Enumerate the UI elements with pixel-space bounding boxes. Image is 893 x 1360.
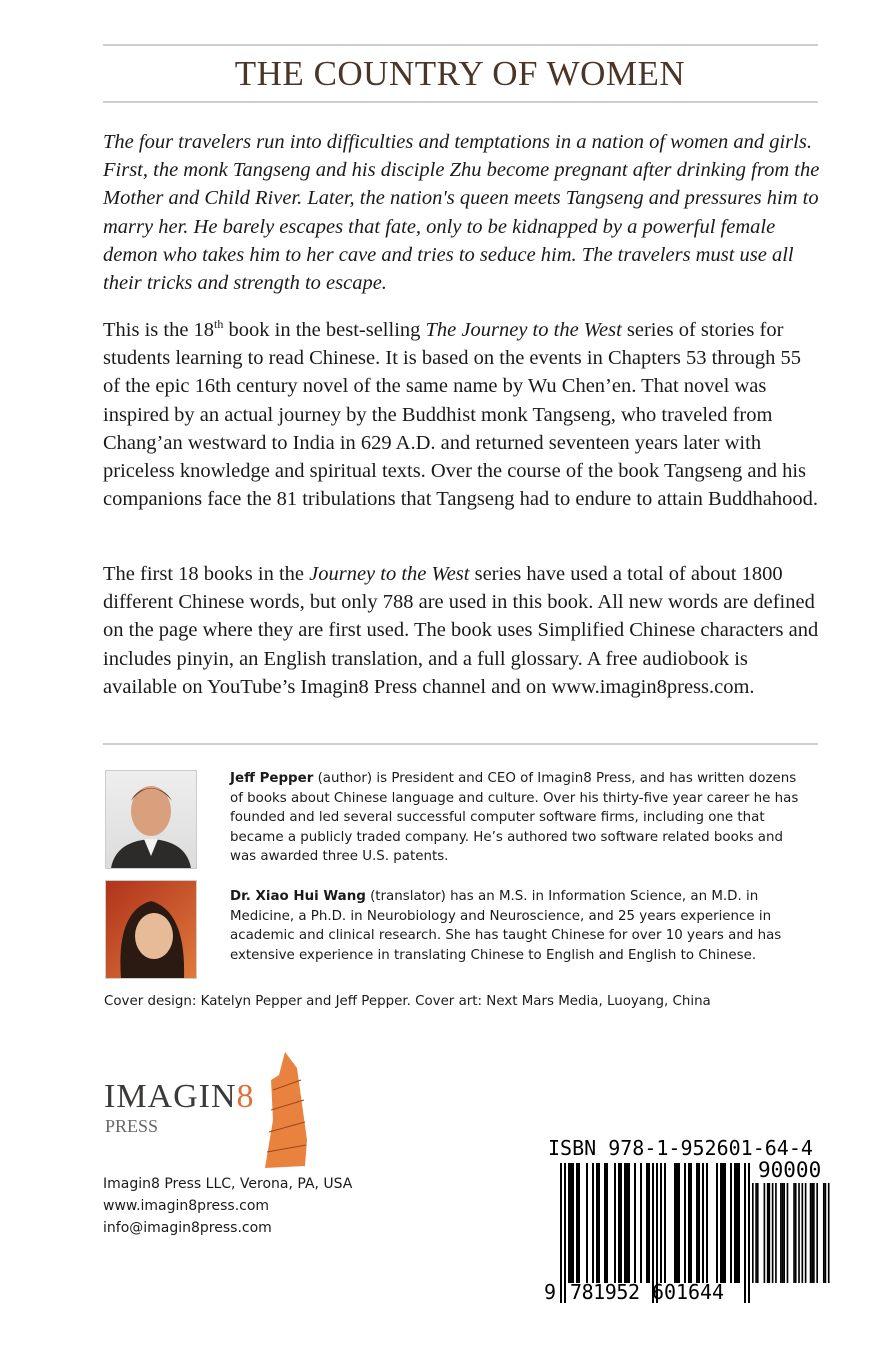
barcode-bar — [572, 1163, 574, 1283]
barcode-bar — [676, 1163, 678, 1283]
ean-first-digit: 9 — [544, 1280, 557, 1304]
about-paragraph — [103, 316, 823, 513]
about-mid: book in the best-selling — [223, 319, 426, 341]
section-rule — [103, 743, 818, 745]
barcode-bar — [688, 1163, 690, 1283]
barcode-bar — [576, 1163, 578, 1283]
barcode-bar — [628, 1163, 630, 1283]
barcode-bar — [634, 1163, 636, 1283]
addon-bar — [810, 1183, 812, 1283]
translator-photo — [105, 880, 197, 979]
barcode-bar — [724, 1163, 726, 1283]
barcode-bar — [620, 1163, 622, 1283]
cover-credits: Cover design: Katelyn Pepper and Jeff Pepper. Cover art: Next Mars Media, Luoyang, China — [104, 994, 711, 1009]
publisher-logo — [104, 1050, 324, 1170]
barcode-bar — [564, 1163, 566, 1303]
barcode-bar — [626, 1163, 628, 1283]
addon-bar — [802, 1183, 804, 1283]
barcode-bar — [720, 1163, 722, 1283]
addon-bar — [783, 1183, 785, 1283]
isbn-barcode — [540, 1133, 840, 1318]
addon-bar — [823, 1183, 825, 1283]
translator-name: Dr. Xiao Hui Wang — [230, 889, 366, 904]
about-post: series of stories for students learning to read Chinese. It is based on the events in Chapters 53 through 55 of the epic 16th century novel of the same name by Wu Chen’en. That novel was inspired by an actual journey by the Buddhist monk Tangseng, who traveled from Chang’an westward to India in 629 A.D. and returned seventeen years later with priceless knowledge and spiritual texts. Over the course of the book Tangseng and his companions face the 81 tribulations that Tangseng had to endure to attain Buddhahood. — [103, 319, 818, 511]
barcode-bar — [614, 1163, 616, 1283]
logo-word: IMAGIN — [104, 1078, 237, 1115]
barcode-bar — [606, 1163, 608, 1283]
addon-bar — [775, 1183, 777, 1283]
vocab-post: series have used a total of about 1800 different Chinese words, but only 788 are used in this book. All new words are defined on the page where they are first used. The book uses Simplified Chinese characters and includes pinyin, an English translation, and a full glossary. A free audiobook is available on YouTube’s Imagin8 Press channel and on www.imagin8press.com. — [103, 563, 819, 698]
barcode-bar — [738, 1163, 740, 1283]
addon-bar — [780, 1183, 782, 1283]
addon-bar — [764, 1183, 766, 1283]
title-rule — [103, 101, 818, 103]
publisher-address: Imagin8 Press LLC, Verona, PA, USA — [103, 1176, 353, 1192]
barcode-bar — [736, 1163, 738, 1283]
about-sup: th — [214, 317, 224, 332]
addon-bar — [795, 1183, 797, 1283]
top-rule — [103, 44, 818, 46]
barcode-bar — [696, 1163, 698, 1283]
barcode-bar — [646, 1163, 648, 1283]
barcode-bar — [722, 1163, 724, 1283]
barcode-bar — [568, 1163, 570, 1283]
ean-right-digits: 601644 — [652, 1280, 724, 1304]
barcode-bar — [716, 1163, 718, 1283]
addon-bar — [757, 1183, 759, 1283]
addon-bar — [805, 1183, 807, 1283]
addon-bar — [769, 1183, 771, 1283]
publisher-website[interactable]: www.imagin8press.com — [103, 1198, 270, 1214]
barcode-bar — [660, 1163, 662, 1283]
vocab-pre: The first 18 books in the — [103, 563, 310, 585]
barcode-bar — [674, 1163, 676, 1283]
barcode-bar — [618, 1163, 620, 1283]
barcode-bar — [702, 1163, 704, 1283]
barcode-bar — [570, 1163, 572, 1283]
addon-bar — [772, 1183, 774, 1283]
barcode-bar — [592, 1163, 594, 1283]
translator-bio-text: (translator) has an M.S. in Information Science, an M.D. in Medicine, a Ph.D. in Neurobiology and Neuroscience, and 25 years experience in academic and clinical research. She has taught Chinese for over 10 years and has extensive experience in translating Chinese to English and English to Chinese. — [230, 889, 782, 963]
barcode-bar — [648, 1163, 650, 1283]
addon-bar — [793, 1183, 795, 1283]
barcode-bar — [664, 1163, 666, 1283]
barcode-bar — [684, 1163, 686, 1283]
barcode-bar — [578, 1163, 580, 1283]
barcode-bar — [598, 1163, 600, 1283]
isbn-label: ISBN 978-1-952601-64-4 — [548, 1136, 813, 1160]
barcode-bar — [604, 1163, 606, 1283]
author-photo — [105, 770, 197, 869]
series-title: The Journey to the West — [425, 319, 622, 341]
barcode-bar — [706, 1163, 708, 1283]
addon-bar — [811, 1183, 813, 1283]
barcode-bar — [744, 1163, 746, 1303]
ean-left-digits: 781952 — [570, 1280, 640, 1304]
vocab-paragraph — [103, 560, 823, 701]
junk-sail-icon — [259, 1050, 319, 1170]
author-bio-text: (author) is President and CEO of Imagin8 Press, and has written dozens of books about Chinese language and culture. Over his thirty-five year career he has founded and led several successful computer software firms, including one that became a publicly traded company. He’s authored two software related books and was awarded three U.S. patents. — [230, 771, 799, 865]
addon-bar — [767, 1183, 769, 1283]
series-title: Journey to the West — [309, 563, 470, 585]
barcode-bar — [586, 1163, 588, 1283]
addon-bar — [825, 1183, 827, 1283]
logo-digit: 8 — [236, 1078, 255, 1115]
logo-sub: PRESS — [105, 1116, 159, 1136]
addon-bar — [752, 1183, 754, 1283]
barcode-bar — [560, 1163, 562, 1303]
book-title: THE COUNTRY OF WOMEN — [234, 54, 686, 93]
barcode-bar — [640, 1163, 642, 1283]
addon-bar — [813, 1183, 815, 1283]
author-bio — [230, 769, 800, 867]
addon-bar — [787, 1183, 789, 1283]
barcode-bar — [624, 1163, 626, 1283]
addon-bar — [828, 1183, 830, 1283]
translator-bio — [230, 887, 800, 965]
barcode-bar — [730, 1163, 732, 1283]
addon-bar — [755, 1183, 757, 1283]
synopsis: The four travelers run into difficulties and temptations in a nation of women and girls. First, the monk Tangseng and his disciple Zhu become pregnant after drinking from the Mother and Child River. Later, the nation's queen meets Tangseng and pressures him to marry her. He barely escapes that fate, only to be kidnapped by a powerful female demon who takes him to her cave and tries to seduce him. The travelers must use all their tricks and strength to escape. — [103, 131, 820, 295]
barcode-bar — [596, 1163, 598, 1283]
barcode-bar — [734, 1163, 736, 1283]
addon-bar — [782, 1183, 784, 1283]
about-pre: This is the 18 — [103, 319, 215, 341]
addon-bar — [798, 1183, 800, 1283]
barcode-bar — [748, 1163, 750, 1303]
barcode-bar — [698, 1163, 700, 1283]
addon-bar — [816, 1183, 818, 1283]
addon-digits: 90000 — [758, 1158, 822, 1182]
barcode-bar — [678, 1163, 680, 1283]
publisher-email[interactable]: info@imagin8press.com — [103, 1220, 272, 1236]
author-name: Jeff Pepper — [230, 771, 314, 786]
barcode-bar — [690, 1163, 692, 1283]
